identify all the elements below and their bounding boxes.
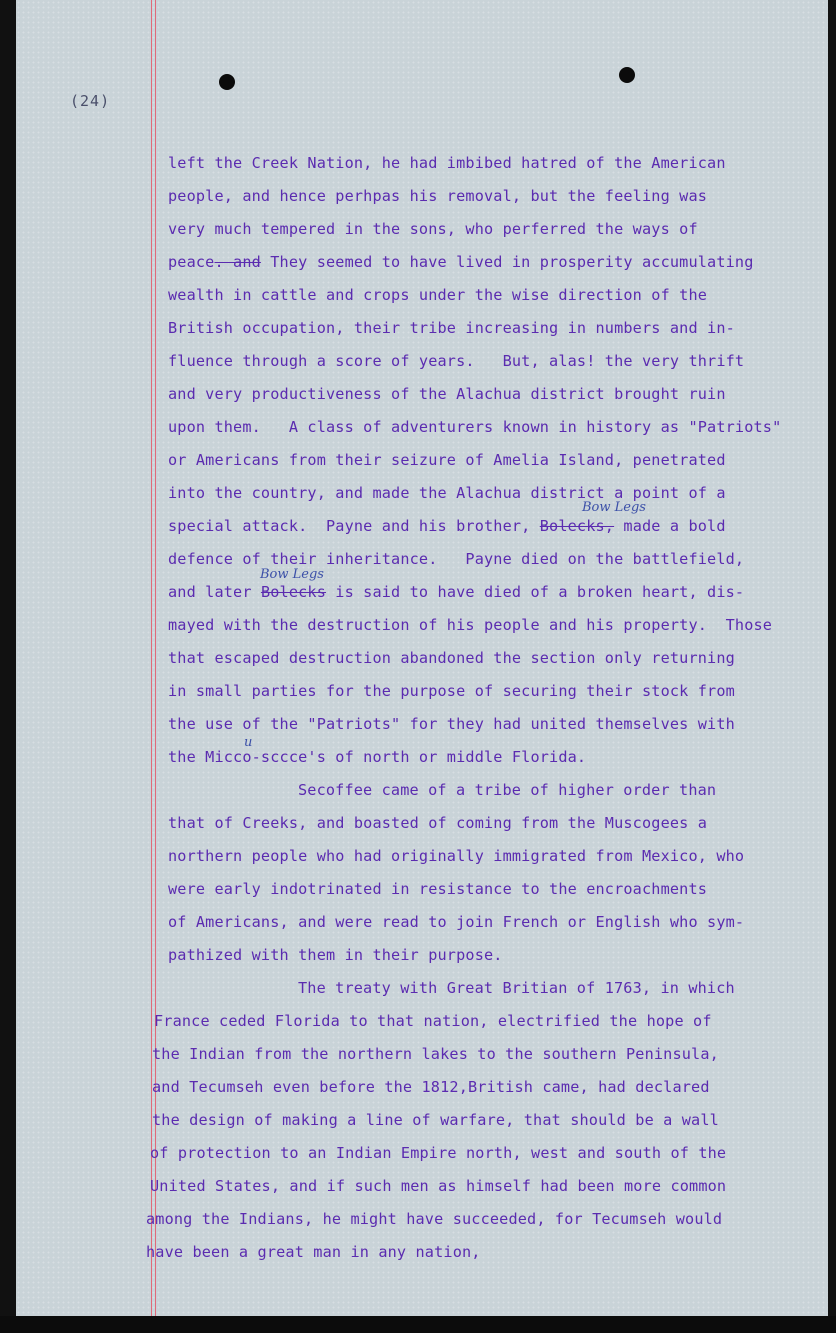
- text-run: made a bold: [614, 517, 726, 535]
- text-line: [168, 253, 754, 271]
- text-line: The treaty with Great Britian of 1763, in which: [298, 979, 735, 997]
- text-line: pathized with them in their purpose.: [168, 946, 503, 964]
- scan-border: [0, 1316, 836, 1333]
- text-line: British occupation, their tribe increasing in numbers and in-: [168, 319, 735, 337]
- text-line: people, and hence perhpas his removal, but the feeling was: [168, 187, 708, 205]
- struck-text: Bolecks,: [539, 517, 615, 535]
- text-line: in small parties for the purpose of securing their stock from: [168, 682, 735, 700]
- struck-text: Bolecks: [260, 583, 326, 601]
- text-line: northern people who had originally immigrated from Mexico, who: [168, 847, 745, 865]
- struck-text: . and: [214, 253, 261, 271]
- text-line: among the Indians, he might have succeeded, for Tecumseh would: [146, 1210, 723, 1228]
- text-run: peace: [168, 253, 215, 271]
- text-line: of Americans, and were read to join French or English who sym-: [168, 913, 745, 931]
- text-line: and Tecumseh even before the 1812,British came, had declared: [152, 1078, 710, 1096]
- handwritten-annotation: Bow Legs: [582, 500, 646, 515]
- text-run: special attack. Payne and his brother,: [168, 517, 540, 535]
- text-line: [168, 517, 726, 535]
- text-line: very much tempered in the sons, who perferred the ways of: [168, 220, 698, 238]
- text-line: that escaped destruction abandoned the section only returning: [168, 649, 735, 667]
- text-line: France ceded Florida to that nation, electrified the hope of: [154, 1012, 712, 1030]
- page-number: (24): [70, 92, 111, 110]
- punch-hole-left: [219, 74, 235, 90]
- text-line: the use of the "Patriots" for they had united themselves with: [168, 715, 735, 733]
- text-line: the Indian from the northern lakes to the southern Peninsula,: [152, 1045, 719, 1063]
- text-line: were early indotrinated in resistance to the encroachments: [168, 880, 708, 898]
- text-line: the design of making a line of warfare, that should be a wall: [152, 1111, 719, 1129]
- text-line: or Americans from their seizure of Amelia Island, penetrated: [168, 451, 726, 469]
- text-line: have been a great man in any nation,: [146, 1243, 481, 1261]
- text-line: wealth in cattle and crops under the wise direction of the: [168, 286, 708, 304]
- text-line: upon them. A class of adventurers known in history as "Patriots": [168, 418, 782, 436]
- handwritten-annotation: Bow Legs: [260, 567, 324, 582]
- text-line: of protection to an Indian Empire north, west and south of the: [150, 1144, 727, 1162]
- text-line: fluence through a score of years. But, alas! the very thrift: [168, 352, 745, 370]
- text-line: and very productiveness of the Alachua district brought ruin: [168, 385, 726, 403]
- punch-hole-right: [619, 67, 635, 83]
- text-line: United States, and if such men as himself had been more common: [150, 1177, 727, 1195]
- handwritten-correction: u: [244, 735, 253, 750]
- text-line: Secoffee came of a tribe of higher order than: [298, 781, 717, 799]
- text-run: is said to have died of a broken heart, dis-: [326, 583, 745, 601]
- text-line: left the Creek Nation, he had imbibed hatred of the American: [168, 154, 726, 172]
- typed-page: [16, 0, 828, 1316]
- text-line: [168, 583, 744, 601]
- text-run: and later: [168, 583, 261, 601]
- text-line: the Micco-sccce's of north or middle Florida.: [168, 748, 587, 766]
- text-run: They seemed to have lived in prosperity accumulating: [260, 253, 754, 271]
- text-line: defence of their inheritance. Payne died on the battlefield,: [168, 550, 745, 568]
- text-line: that of Creeks, and boasted of coming from the Muscogees a: [168, 814, 708, 832]
- text-line: into the country, and made the Alachua district a point of a: [168, 484, 726, 502]
- text-line: mayed with the destruction of his people and his property. Those: [168, 616, 773, 634]
